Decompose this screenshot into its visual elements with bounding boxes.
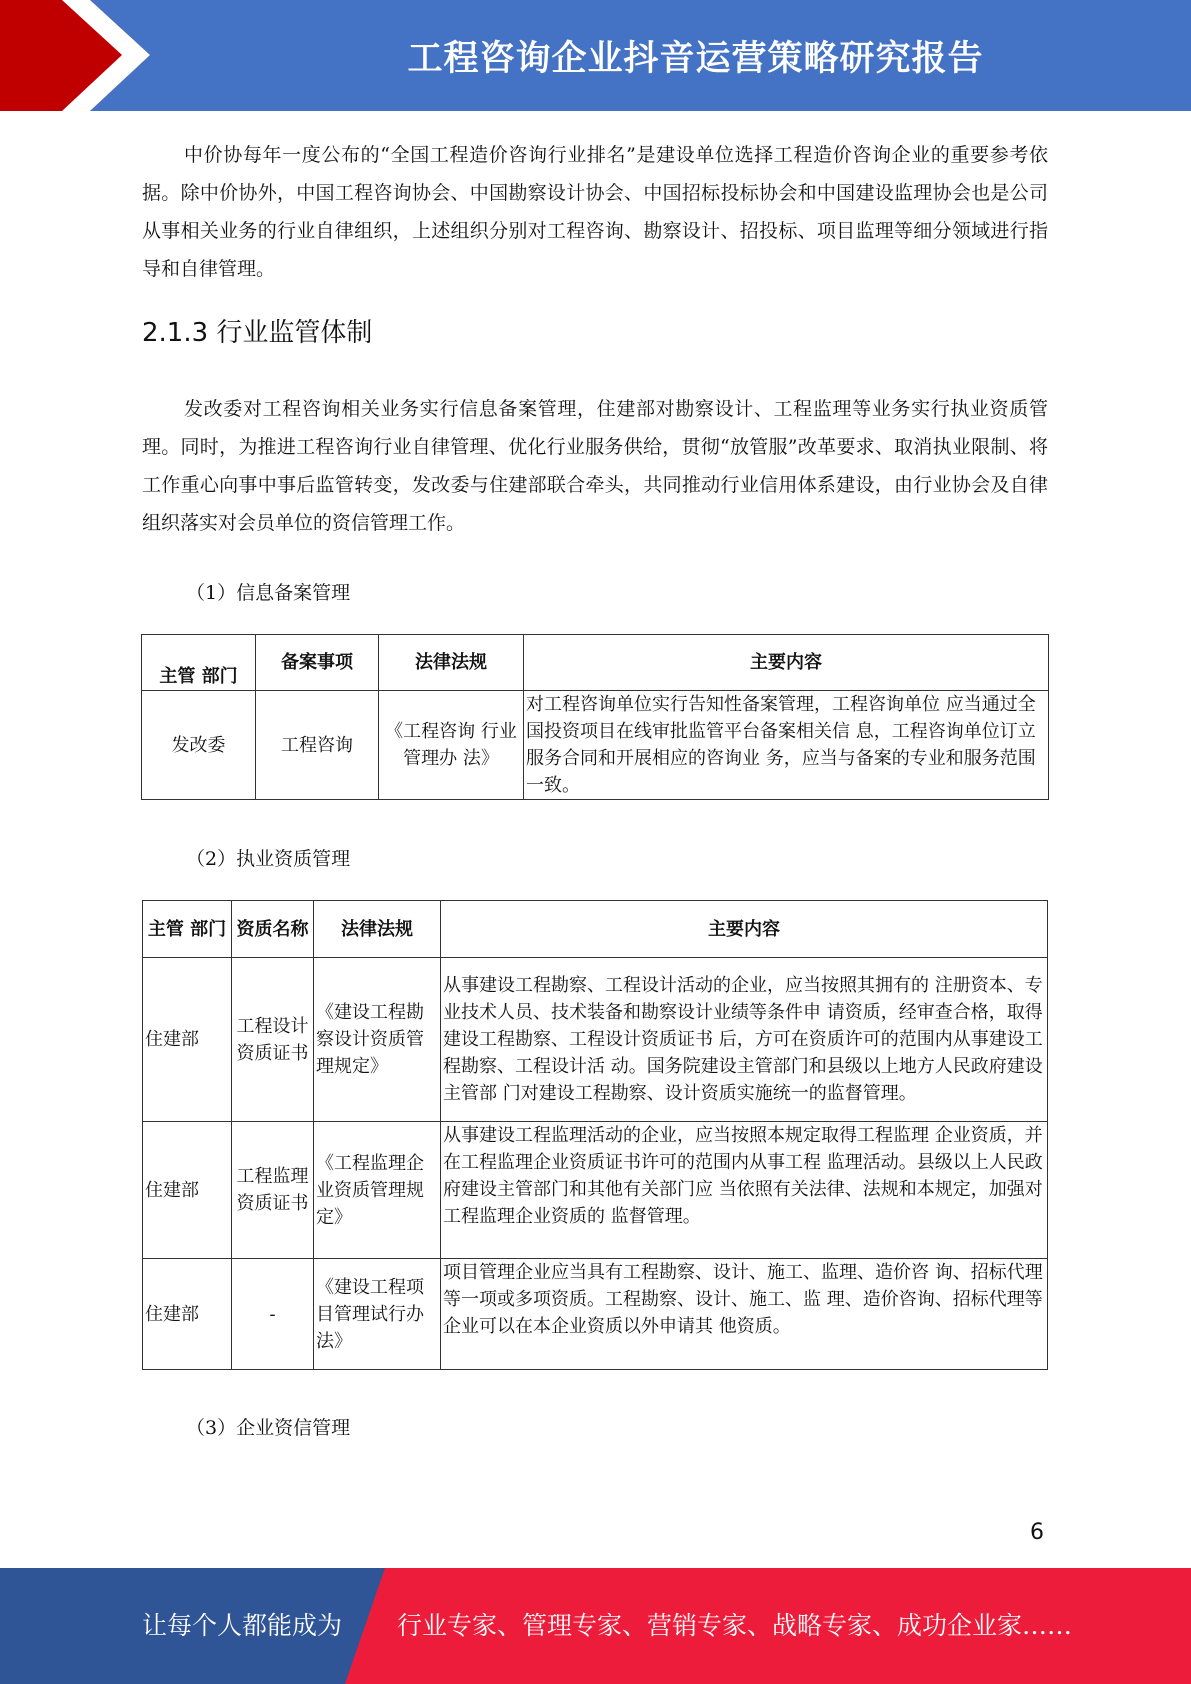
- table-cell: 工程设计资质证书: [232, 958, 314, 1122]
- subsection-title-3: （3）企业资信管理: [186, 1417, 351, 1439]
- table-cell: 从事建设工程勘察、工程设计活动的企业，应当按照其拥有的 注册资本、专业技术人员、技术装备和勘察设计业绩等条件申 请资质，经审查合格，取得建设工程勘察、工程设计资质证书 后，方可在资质许可的范围内从事建设工程勘察、工程设计活 动。国务院建设主管部门和县级以上地方人民政府建设主管部 门对建设工程勘察、设计资质实施统一的监督管理。: [441, 958, 1048, 1122]
- header-arrow-decoration: [0, 0, 160, 111]
- page-header: [0, 0, 1191, 111]
- header-cell: 主要内容: [441, 901, 1048, 958]
- footer-slogan-right: 行业专家、管理专家、营销专家、战略专家、成功企业家……: [397, 1611, 1073, 1640]
- table-cell: 《建设工程项目管理试行办法》: [314, 1259, 441, 1370]
- filing-management-table: [141, 634, 1049, 800]
- table-cell: 从事建设工程监理活动的企业，应当按照本规定取得工程监理 企业资质，并在工程监理企业资质证书许可的范围内从事工程 监理活动。县级以上人民政府建设主管部门和其他有关部门应 当依照有关法律、法规和本规定，加强对工程监理企业资质的 监督管理。: [441, 1122, 1048, 1259]
- subsection-title-2: （2）执业资质管理: [186, 848, 351, 870]
- table-cell: 工程咨询: [256, 691, 379, 800]
- document-title: 工程咨询企业抖音运营策略研究报告: [407, 38, 984, 79]
- table-cell: 《建设工程勘察设计资质管理规定》: [314, 958, 441, 1122]
- page-footer: [0, 1568, 1191, 1684]
- header-cell: 备案事项: [256, 635, 379, 691]
- page-number: 6: [1030, 1520, 1044, 1545]
- header-cell: 法律法规: [314, 901, 441, 958]
- header-cell: 主要内容: [524, 635, 1049, 691]
- table-cell: 住建部: [143, 1122, 232, 1259]
- table-row: [143, 958, 1048, 1122]
- table-cell: -: [232, 1259, 314, 1370]
- qualification-management-table: [142, 900, 1048, 1370]
- table-row: [142, 691, 1049, 800]
- intro-paragraph: 中价协每年一度公布的“全国工程造价咨询行业排名”是建设单位选择工程造价咨询企业的重要参考依据。除中价协外，中国工程咨询协会、中国勘察设计协会、中国招标投标协会和中国建设监理协会也是公司从事相关业务的行业自律组织，上述组织分别对工程咨询、勘察设计、招投标、项目监理等细分领域进行指导和自律管理。: [142, 144, 1048, 280]
- header-cell: 资质名称: [232, 901, 314, 958]
- table-cell: 《工程咨询 行业管理办 法》: [379, 691, 524, 800]
- regulation-paragraph: 发改委对工程咨询相关业务实行信息备案管理，住建部对勘察设计、工程监理等业务实行执业资质管理。同时，为推进工程咨询行业自律管理、优化行业服务供给，贯彻“放管服”改革要求、取消执业限制、将工作重心向事中事后监管转变，发改委与住建部联合牵头，共同推动行业信用体系建设，由行业协会及自律组织落实对会员单位的资信管理工作。: [142, 398, 1048, 534]
- header-cell: 主管 部门: [143, 901, 232, 958]
- header-cell: 法律法规: [379, 635, 524, 691]
- table-row: [143, 1259, 1048, 1370]
- table-cell: 对工程咨询单位实行告知性备案管理，工程咨询单位 应当通过全国投资项目在线审批监管平台备案相关信 息，工程咨询单位订立服务合同和开展相应的咨询业 务，应当与备案的专业和服务范围一致。: [524, 691, 1049, 800]
- section-heading: 2.1.3 行业监管体制: [142, 318, 373, 348]
- table-cell: 工程监理资质证书: [232, 1122, 314, 1259]
- table-header-row: [143, 901, 1048, 958]
- table-row: [143, 1122, 1048, 1259]
- footer-slogan-left: 让每个人都能成为: [142, 1611, 343, 1640]
- table-cell: 发改委: [142, 691, 256, 800]
- table-cell: 《工程监理企业资质管理规定》: [314, 1122, 441, 1259]
- table-cell: 住建部: [143, 958, 232, 1122]
- table-header-row: [142, 635, 1049, 691]
- table-cell: 住建部: [143, 1259, 232, 1370]
- subsection-title-1: （1）信息备案管理: [186, 582, 351, 604]
- header-cell: 主管 部门: [142, 635, 256, 691]
- table-cell: 项目管理企业应当具有工程勘察、设计、施工、监理、造价咨 询、招标代理等一项或多项资质。工程勘察、设计、施工、监 理、造价咨询、招标代理等企业可以在本企业资质以外申请其 他资质。: [441, 1259, 1048, 1370]
